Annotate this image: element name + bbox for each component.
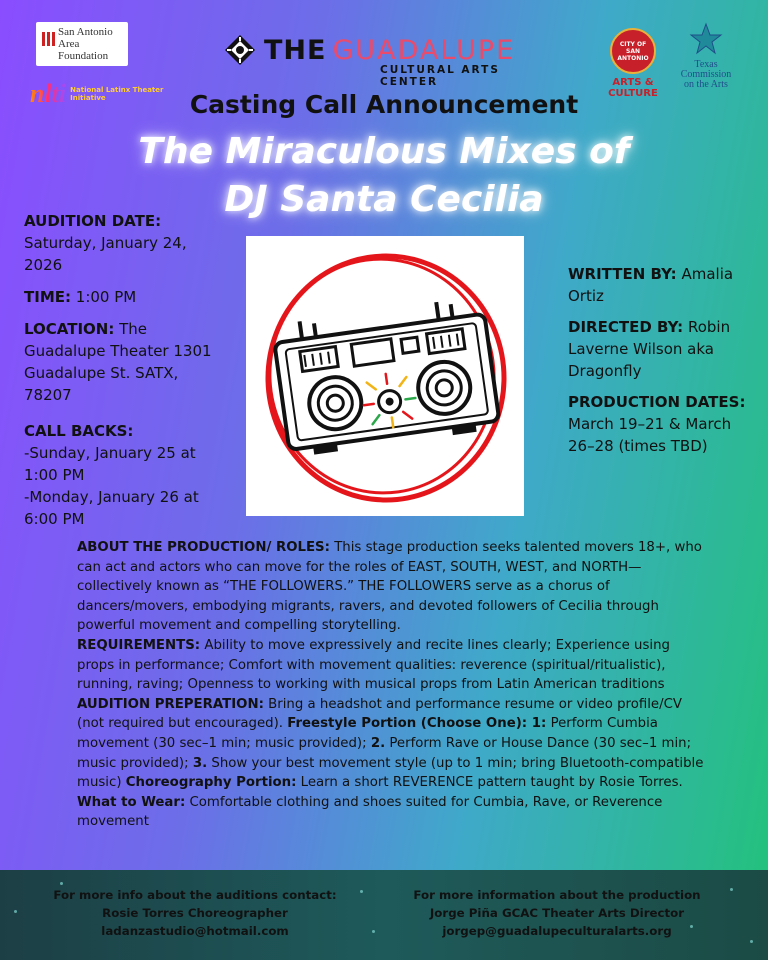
production-contact-heading: For more information about the production	[413, 888, 701, 902]
freestyle-num-3: 3.	[192, 755, 208, 771]
production-dates-value: March 19–21 & March 26–28 (times TBD)	[568, 415, 732, 455]
arts-culture-label: ARTS & CULTURE	[608, 77, 658, 99]
callback-1: -Sunday, January 25 at 1:00 PM	[24, 444, 196, 484]
written-by-label: WRITTEN BY:	[568, 265, 677, 283]
audition-contact-heading: For more info about the auditions contact:	[53, 888, 337, 902]
freestyle-label: Freestyle Portion (Choose One): 1:	[287, 716, 547, 732]
callbacks-label: CALL BACKS:	[24, 422, 134, 440]
audition-details	[24, 210, 214, 540]
nlti-logo-text: National Latinx Theater Initiative	[70, 86, 164, 102]
nlti-mark: nlti	[30, 79, 67, 108]
city-seal-icon: CITY OF SAN ANTONIO	[610, 28, 656, 74]
arts-and-culture-logo	[608, 28, 658, 99]
audition-contact	[50, 886, 340, 940]
time-value: 1:00 PM	[75, 288, 137, 306]
callback-2: -Monday, January 26 at 6:00 PM	[24, 488, 199, 528]
freestyle-option-1: Perform Cumbia movement (30 sec–1 min; music provided);	[77, 716, 658, 751]
about-text: This stage production seeks talented movers 18+, who can act and actors who can move for the roles of EAST, SOUTH, WEST, and NORTH—collectively known as “THE FOLLOWERS.” THE FOLLOWERS serve as a chorus of dancers/movers, embodying migrants, ravers, and devoted followers of Cecilia through powerful movement and compelling storytelling.	[77, 540, 702, 634]
freestyle-num-2: 2.	[370, 735, 386, 751]
directed-by-value: Robin Laverne Wilson aka Dragonfly	[568, 318, 731, 380]
production-dates-label: PRODUCTION DATES:	[568, 393, 746, 411]
production-contact-email[interactable]: jorgep@guadalupeculturalarts.org	[442, 924, 672, 938]
production-description	[77, 538, 705, 832]
directed-by-label: DIRECTED BY:	[568, 318, 684, 336]
location-label: LOCATION:	[24, 320, 115, 338]
choreography-text: Learn a short REVERENCE pattern taught by Rosie Torres.	[300, 775, 683, 791]
audition-date-label: AUDITION DATE:	[24, 212, 162, 230]
what-to-wear-label: What to Wear:	[77, 794, 186, 810]
audition-contact-email[interactable]: ladanzastudio@hotmail.com	[101, 924, 289, 938]
saaf-emblem-icon	[40, 24, 56, 64]
casting-call-heading: Casting Call Announcement	[189, 90, 579, 119]
guadalupe-emblem-icon	[224, 34, 256, 66]
preparation-section	[77, 695, 705, 832]
guadalupe-cultural-arts-center-logo	[224, 34, 548, 88]
audition-date-value: Saturday, January 24, 2026	[24, 234, 187, 274]
tca-label: Texas Commission on the Arts	[680, 59, 732, 90]
gcac-name: GUADALUPE	[332, 34, 516, 66]
title-line-1: The Miraculous Mixes of	[138, 131, 630, 172]
about-label: ABOUT THE PRODUCTION/ ROLES:	[77, 540, 330, 555]
choreography-label: Choreography Portion:	[125, 775, 297, 791]
about-section	[77, 538, 705, 636]
audition-contact-name: Rosie Torres Choreographer	[102, 906, 288, 920]
gcac-subtitle: CULTURAL ARTS CENTER	[380, 64, 500, 88]
freestyle-option-3: Show your best movement style (up to 1 min; bring Bluetooth-compatible music)	[77, 755, 704, 791]
time-label: TIME:	[24, 288, 71, 306]
production-contact-name: Jorge Piña GCAC Theater Arts Director	[429, 906, 685, 920]
boombox-icon	[246, 236, 524, 516]
requirements-text: Ability to move expressively and recite lines clearly; Experience using props in performance; Comfort with movement qualities: reverence (spiritual/ritualistic), running, raving; Openness to working with musical props from Latin American traditions	[77, 637, 670, 693]
gcac-the: THE	[264, 34, 327, 66]
requirements-section	[77, 636, 705, 695]
san-antonio-area-foundation-logo	[36, 22, 128, 66]
production-contact	[392, 886, 722, 940]
star-icon	[689, 22, 723, 56]
preparation-label: AUDITION PREPERATION:	[77, 696, 264, 712]
texas-commission-arts-logo	[676, 22, 736, 90]
freestyle-option-2: Perform Rave or House Dance (30 sec–1 min; music provided);	[77, 735, 692, 771]
written-by-value: Amalia Ortiz	[568, 265, 734, 305]
title-line-2: DJ Santa Cecilia	[224, 179, 544, 220]
location-value: The Guadalupe Theater 1301 Guadalupe St. SATX, 78207	[24, 320, 212, 404]
requirements-label: REQUIREMENTS:	[77, 637, 201, 653]
production-credits	[568, 263, 758, 466]
preparation-text: Bring a headshot and performance resume or video profile/CV (not required but encouraged).	[77, 696, 682, 732]
boombox-illustration	[246, 236, 524, 516]
what-to-wear-text: Comfortable clothing and shoes suited for Cumbia, Rave, or Reverence movement	[77, 794, 663, 830]
saaf-logo-text: San Antonio Area Foundation	[58, 26, 113, 62]
